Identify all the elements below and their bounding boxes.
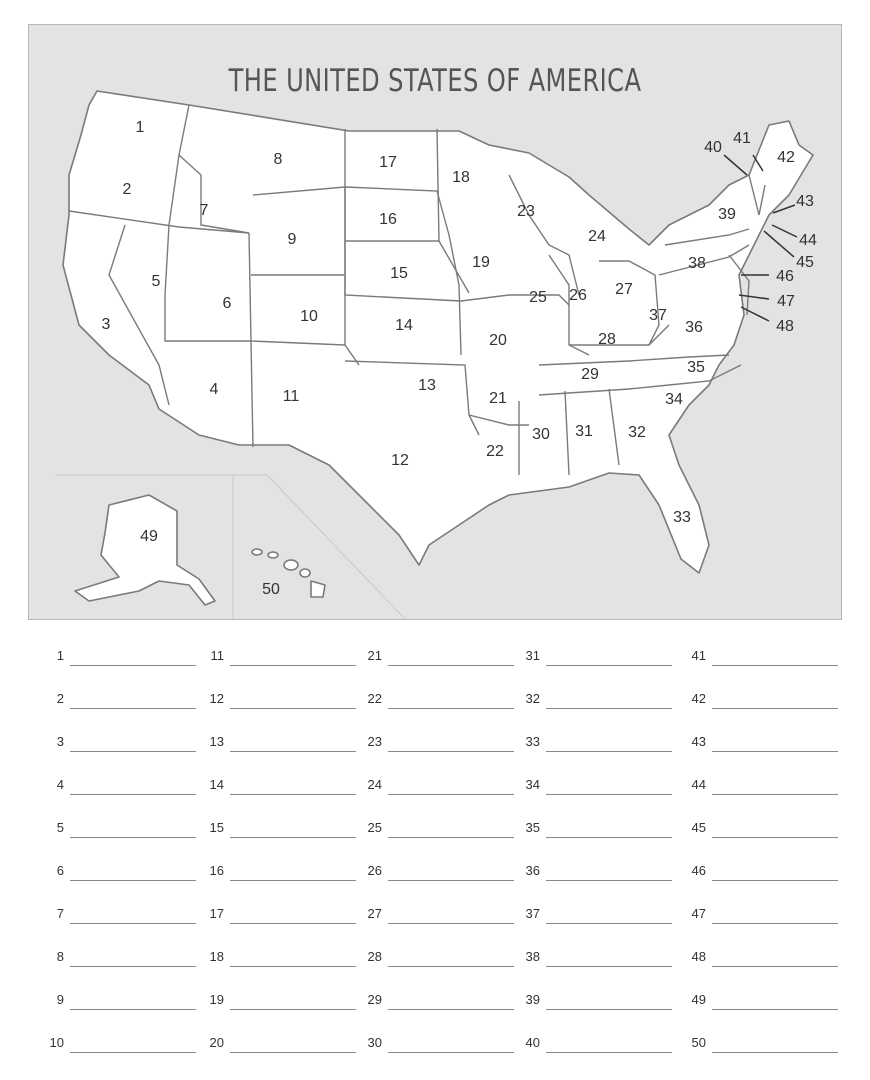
answer-number: 1 (56, 648, 64, 663)
label-18: 18 (452, 169, 470, 187)
label-38: 38 (688, 255, 706, 273)
answer-blank[interactable] (70, 708, 196, 709)
answer-number: 49 (691, 992, 706, 1007)
answer-number: 20 (209, 1035, 224, 1050)
answer-row (30, 769, 190, 799)
answer-row (348, 941, 508, 971)
label-36: 36 (685, 319, 703, 337)
answer-row (506, 941, 666, 971)
label-37: 37 (649, 307, 667, 325)
answer-blank[interactable] (388, 1009, 514, 1010)
label-4: 4 (209, 381, 219, 399)
answer-blank[interactable] (230, 794, 356, 795)
answer-blank[interactable] (546, 880, 672, 881)
label-10: 10 (300, 308, 318, 326)
answer-number: 28 (367, 949, 382, 964)
answer-row (348, 855, 508, 885)
label-44: 44 (799, 232, 817, 250)
label-43: 43 (796, 193, 814, 211)
alaska (75, 495, 215, 605)
answer-row (672, 898, 832, 928)
answer-blank[interactable] (546, 794, 672, 795)
answer-row (190, 855, 350, 885)
answer-row (506, 812, 666, 842)
label-1: 1 (135, 119, 145, 137)
label-30: 30 (532, 426, 550, 444)
answer-number: 33 (525, 734, 540, 749)
answer-blank[interactable] (230, 751, 356, 752)
answer-number: 21 (367, 648, 382, 663)
answer-row (506, 683, 666, 713)
answer-blank[interactable] (388, 1052, 514, 1053)
answer-number: 32 (525, 691, 540, 706)
answer-number: 41 (691, 648, 706, 663)
map-panel (28, 24, 842, 620)
answer-number: 12 (209, 691, 224, 706)
answer-row (506, 855, 666, 885)
answer-blank[interactable] (712, 837, 838, 838)
answer-blank[interactable] (388, 966, 514, 967)
answer-row (348, 726, 508, 756)
answer-row (30, 1027, 190, 1057)
answer-row (30, 812, 190, 842)
answer-row (506, 640, 666, 670)
label-20: 20 (489, 332, 507, 350)
answer-number: 5 (56, 820, 64, 835)
answer-row (672, 683, 832, 713)
answer-number: 30 (367, 1035, 382, 1050)
answer-number: 45 (691, 820, 706, 835)
answer-number: 39 (525, 992, 540, 1007)
answer-number: 17 (209, 906, 224, 921)
answer-row (190, 640, 350, 670)
us-map (29, 25, 842, 620)
label-40: 40 (704, 139, 722, 157)
answer-row (190, 812, 350, 842)
answer-row (190, 984, 350, 1014)
answer-row (348, 683, 508, 713)
answer-number: 4 (56, 777, 64, 792)
answer-row (190, 941, 350, 971)
answer-number: 37 (525, 906, 540, 921)
answer-blank[interactable] (546, 708, 672, 709)
label-15: 15 (390, 265, 408, 283)
answer-row (190, 1027, 350, 1057)
answer-number: 29 (367, 992, 382, 1007)
label-11: 11 (282, 388, 300, 406)
answer-number: 10 (49, 1035, 64, 1050)
answer-blank[interactable] (230, 1009, 356, 1010)
answer-row (190, 726, 350, 756)
answer-blank[interactable] (712, 880, 838, 881)
answer-blank[interactable] (388, 923, 514, 924)
label-42: 42 (777, 149, 795, 167)
answer-blank[interactable] (388, 708, 514, 709)
answer-row (30, 984, 190, 1014)
answer-number: 46 (691, 863, 706, 878)
answer-number: 35 (525, 820, 540, 835)
answer-row (30, 898, 190, 928)
label-14: 14 (395, 317, 413, 335)
answer-blank[interactable] (546, 966, 672, 967)
answer-number: 13 (209, 734, 224, 749)
answer-blank[interactable] (70, 1009, 196, 1010)
label-2: 2 (122, 181, 132, 199)
answer-number: 50 (691, 1035, 706, 1050)
answer-number: 16 (209, 863, 224, 878)
answer-row (30, 855, 190, 885)
label-27: 27 (615, 281, 633, 299)
answer-number: 24 (367, 777, 382, 792)
label-5: 5 (151, 273, 161, 291)
label-50: 50 (262, 581, 280, 599)
label-6: 6 (222, 295, 232, 313)
answer-row (672, 726, 832, 756)
answer-blank[interactable] (388, 751, 514, 752)
label-24: 24 (588, 228, 606, 246)
answer-blank[interactable] (712, 794, 838, 795)
answer-blank[interactable] (712, 1052, 838, 1053)
answer-number: 43 (691, 734, 706, 749)
answer-row (30, 726, 190, 756)
answer-row (506, 984, 666, 1014)
answer-row (30, 683, 190, 713)
answer-row (190, 769, 350, 799)
answer-row (348, 898, 508, 928)
answer-number: 6 (56, 863, 64, 878)
answer-blank[interactable] (712, 923, 838, 924)
answer-row (30, 640, 190, 670)
label-22: 22 (486, 443, 504, 461)
answer-number: 19 (209, 992, 224, 1007)
label-21: 21 (489, 390, 507, 408)
label-32: 32 (628, 424, 646, 442)
answer-blank[interactable] (712, 1009, 838, 1010)
answer-number: 3 (56, 734, 64, 749)
answer-number: 26 (367, 863, 382, 878)
label-26: 26 (569, 287, 587, 305)
answer-row (672, 984, 832, 1014)
answer-blank[interactable] (388, 837, 514, 838)
answer-number: 42 (691, 691, 706, 706)
answer-number: 34 (525, 777, 540, 792)
answer-blank[interactable] (230, 966, 356, 967)
label-17: 17 (379, 154, 397, 172)
answer-blank[interactable] (546, 837, 672, 838)
answer-number: 18 (209, 949, 224, 964)
label-34: 34 (665, 391, 683, 409)
answer-row (348, 984, 508, 1014)
answer-blank[interactable] (712, 751, 838, 752)
answer-row (506, 898, 666, 928)
label-39: 39 (718, 206, 736, 224)
label-28: 28 (598, 331, 616, 349)
answer-blank[interactable] (546, 1052, 672, 1053)
answer-blank[interactable] (230, 665, 356, 666)
answer-blank[interactable] (70, 794, 196, 795)
answer-number: 15 (209, 820, 224, 835)
answer-number: 44 (691, 777, 706, 792)
answer-blank[interactable] (712, 708, 838, 709)
answer-number: 2 (56, 691, 64, 706)
answer-row (672, 769, 832, 799)
answer-blank[interactable] (712, 966, 838, 967)
label-23: 23 (517, 203, 535, 221)
answer-blank[interactable] (70, 751, 196, 752)
answer-row (30, 941, 190, 971)
answer-blank[interactable] (546, 1009, 672, 1010)
answer-row (190, 898, 350, 928)
label-12: 12 (391, 452, 409, 470)
answer-blank[interactable] (230, 1052, 356, 1053)
answer-blank[interactable] (70, 837, 196, 838)
label-16: 16 (379, 211, 397, 229)
answer-number: 25 (367, 820, 382, 835)
answer-row (672, 1027, 832, 1057)
answer-row (672, 812, 832, 842)
answer-blank[interactable] (546, 665, 672, 666)
answer-number: 7 (56, 906, 64, 921)
label-3: 3 (101, 316, 111, 334)
answer-blank[interactable] (712, 665, 838, 666)
answer-number: 11 (210, 648, 224, 663)
answer-blank[interactable] (70, 880, 196, 881)
answer-number: 40 (525, 1035, 540, 1050)
label-48: 48 (776, 318, 794, 336)
answer-row (348, 769, 508, 799)
answer-number: 9 (56, 992, 64, 1007)
answer-row (672, 941, 832, 971)
answer-blank[interactable] (230, 837, 356, 838)
answer-blank[interactable] (70, 1052, 196, 1053)
label-19: 19 (472, 254, 490, 272)
answer-blank[interactable] (230, 708, 356, 709)
answer-number: 47 (691, 906, 706, 921)
answer-row (348, 812, 508, 842)
answer-number: 14 (209, 777, 224, 792)
answer-row (348, 640, 508, 670)
answer-row (190, 683, 350, 713)
answer-number: 48 (691, 949, 706, 964)
answer-blank[interactable] (546, 923, 672, 924)
answer-blank[interactable] (388, 880, 514, 881)
answer-number: 8 (56, 949, 64, 964)
answer-row (506, 1027, 666, 1057)
answer-sheet (0, 640, 870, 1070)
answer-row (348, 1027, 508, 1057)
label-13: 13 (418, 377, 436, 395)
answer-number: 38 (525, 949, 540, 964)
label-47: 47 (777, 293, 795, 311)
label-35: 35 (687, 359, 705, 377)
label-7: 7 (199, 202, 209, 220)
answer-blank[interactable] (388, 794, 514, 795)
answer-row (506, 726, 666, 756)
label-9: 9 (287, 231, 297, 249)
answer-row (672, 855, 832, 885)
answer-blank[interactable] (230, 923, 356, 924)
answer-number: 31 (525, 648, 540, 663)
answer-blank[interactable] (388, 665, 514, 666)
label-31: 31 (575, 423, 593, 441)
answer-blank[interactable] (70, 665, 196, 666)
label-49: 49 (140, 528, 158, 546)
label-8: 8 (273, 151, 283, 169)
answer-number: 36 (525, 863, 540, 878)
map-title: THE UNITED STATES OF AMERICA (228, 63, 642, 99)
answer-blank[interactable] (546, 751, 672, 752)
label-29: 29 (581, 366, 599, 384)
answer-number: 23 (367, 734, 382, 749)
label-33: 33 (673, 509, 691, 527)
label-41: 41 (733, 130, 751, 148)
answer-number: 22 (367, 691, 382, 706)
answer-row (506, 769, 666, 799)
label-46: 46 (776, 268, 794, 286)
answer-blank[interactable] (70, 966, 196, 967)
label-25: 25 (529, 289, 547, 307)
label-45: 45 (796, 254, 814, 272)
answer-blank[interactable] (230, 880, 356, 881)
answer-row (672, 640, 832, 670)
answer-number: 27 (367, 906, 382, 921)
answer-blank[interactable] (70, 923, 196, 924)
